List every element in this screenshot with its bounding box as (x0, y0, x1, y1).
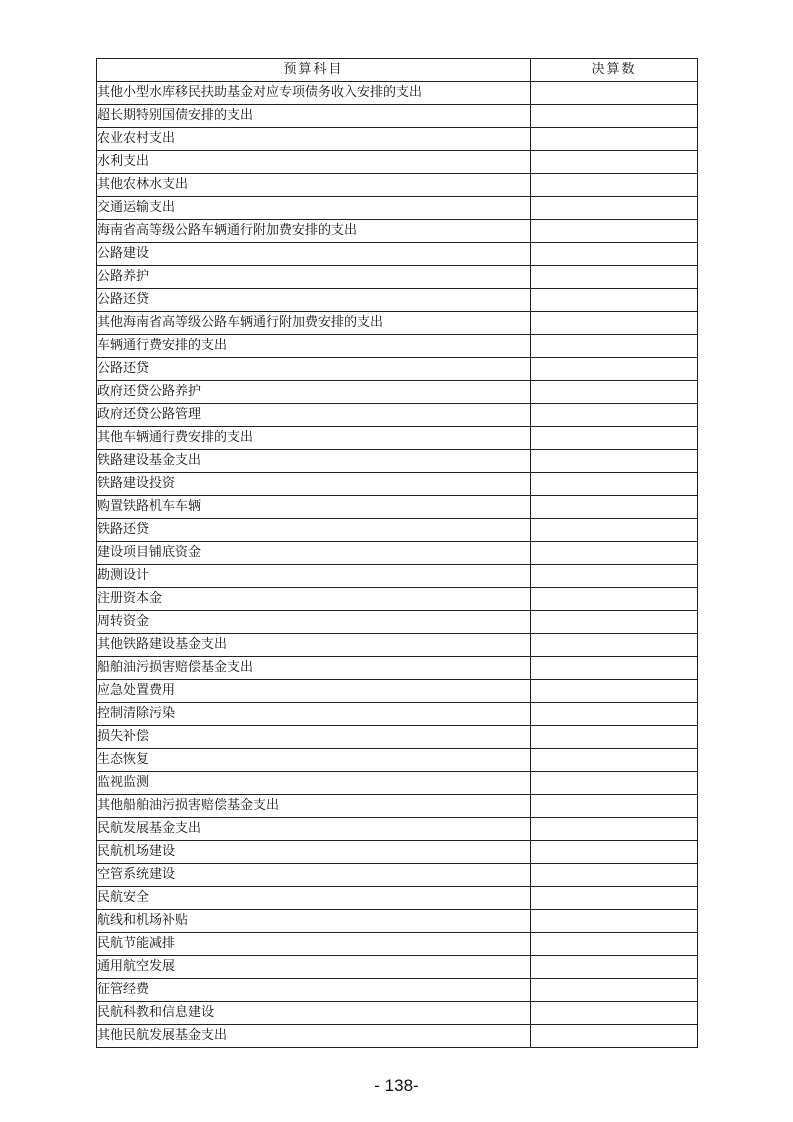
table-row (97, 450, 698, 473)
header-row (97, 59, 698, 82)
row-subject: 政府还贷公路管理 (97, 404, 531, 427)
row-amount (531, 174, 698, 197)
table-row (97, 887, 698, 910)
row-amount (531, 312, 698, 335)
row-subject: 其他民航发展基金支出 (97, 1025, 531, 1048)
table-row (97, 634, 698, 657)
row-subject: 民航机场建设 (97, 841, 531, 864)
row-amount (531, 703, 698, 726)
row-subject: 其他农林水支出 (97, 174, 531, 197)
row-subject: 其他海南省高等级公路车辆通行附加费安排的支出 (97, 312, 531, 335)
row-amount (531, 910, 698, 933)
table-row (97, 864, 698, 887)
row-amount (531, 933, 698, 956)
table-row (97, 818, 698, 841)
table-row (97, 266, 698, 289)
row-subject: 其他车辆通行费安排的支出 (97, 427, 531, 450)
row-amount (531, 887, 698, 910)
row-amount (531, 979, 698, 1002)
row-amount (531, 588, 698, 611)
row-amount (531, 680, 698, 703)
row-subject: 损失补偿 (97, 726, 531, 749)
table-row (97, 82, 698, 105)
row-subject: 政府还贷公路养护 (97, 381, 531, 404)
row-amount (531, 427, 698, 450)
table-row (97, 933, 698, 956)
row-subject: 铁路还贷 (97, 519, 531, 542)
table-row (97, 772, 698, 795)
row-subject: 公路还贷 (97, 289, 531, 312)
row-subject: 超长期特别国债安排的支出 (97, 105, 531, 128)
row-amount (531, 634, 698, 657)
page-number: - 138- (374, 1076, 419, 1095)
table-row (97, 404, 698, 427)
row-subject: 控制清除污染 (97, 703, 531, 726)
table-row (97, 335, 698, 358)
table-row (97, 565, 698, 588)
table-row (97, 197, 698, 220)
row-subject: 水利支出 (97, 151, 531, 174)
row-subject: 铁路建设基金支出 (97, 450, 531, 473)
row-subject: 船舶油污损害赔偿基金支出 (97, 657, 531, 680)
table-row (97, 611, 698, 634)
table-row (97, 542, 698, 565)
row-amount (531, 772, 698, 795)
row-amount (531, 358, 698, 381)
row-subject: 其他船舶油污损害赔偿基金支出 (97, 795, 531, 818)
row-amount (531, 243, 698, 266)
row-amount (531, 151, 698, 174)
row-amount (531, 864, 698, 887)
table-row (97, 358, 698, 381)
row-subject: 公路养护 (97, 266, 531, 289)
row-subject: 注册资本金 (97, 588, 531, 611)
row-amount (531, 105, 698, 128)
row-subject: 民航安全 (97, 887, 531, 910)
row-subject: 民航节能减排 (97, 933, 531, 956)
table-row (97, 381, 698, 404)
row-subject: 民航科教和信息建设 (97, 1002, 531, 1025)
row-subject: 农业农村支出 (97, 128, 531, 151)
table-row (97, 289, 698, 312)
table-row (97, 1002, 698, 1025)
table-row (97, 1025, 698, 1048)
table-row (97, 910, 698, 933)
table-header (97, 59, 698, 82)
table-row (97, 473, 698, 496)
table-row (97, 427, 698, 450)
row-subject: 公路还贷 (97, 358, 531, 381)
table-row (97, 496, 698, 519)
row-subject: 车辆通行费安排的支出 (97, 335, 531, 358)
row-amount (531, 404, 698, 427)
table-row (97, 795, 698, 818)
table-row (97, 726, 698, 749)
row-amount (531, 82, 698, 105)
table-row (97, 979, 698, 1002)
row-amount (531, 956, 698, 979)
table-body (97, 82, 698, 1048)
table-row (97, 519, 698, 542)
row-amount (531, 335, 698, 358)
row-subject: 监视监测 (97, 772, 531, 795)
row-subject: 民航发展基金支出 (97, 818, 531, 841)
row-amount (531, 657, 698, 680)
table-row (97, 680, 698, 703)
table-row (97, 841, 698, 864)
table-row (97, 312, 698, 335)
table-row (97, 220, 698, 243)
budget-table (96, 58, 698, 1048)
table-row (97, 749, 698, 772)
header-subject: 预算科目 (97, 59, 531, 82)
row-amount (531, 496, 698, 519)
row-amount (531, 841, 698, 864)
row-subject: 交通运输支出 (97, 197, 531, 220)
row-amount (531, 1002, 698, 1025)
table-row (97, 657, 698, 680)
row-subject: 航线和机场补贴 (97, 910, 531, 933)
table-row (97, 243, 698, 266)
row-amount (531, 197, 698, 220)
table-row (97, 588, 698, 611)
table-row (97, 703, 698, 726)
table-row (97, 174, 698, 197)
row-subject: 征管经费 (97, 979, 531, 1002)
row-subject: 海南省高等级公路车辆通行附加费安排的支出 (97, 220, 531, 243)
row-subject: 购置铁路机车车辆 (97, 496, 531, 519)
row-amount (531, 266, 698, 289)
table-row (97, 151, 698, 174)
row-subject: 周转资金 (97, 611, 531, 634)
row-amount (531, 749, 698, 772)
table-row (97, 956, 698, 979)
row-amount (531, 795, 698, 818)
row-amount (531, 818, 698, 841)
row-subject: 其他铁路建设基金支出 (97, 634, 531, 657)
row-subject: 空管系统建设 (97, 864, 531, 887)
header-amount: 决算数 (531, 59, 698, 82)
row-subject: 建设项目铺底资金 (97, 542, 531, 565)
row-amount (531, 473, 698, 496)
row-amount (531, 450, 698, 473)
row-amount (531, 220, 698, 243)
row-amount (531, 611, 698, 634)
row-subject: 铁路建设投资 (97, 473, 531, 496)
row-amount (531, 542, 698, 565)
row-amount (531, 128, 698, 151)
row-subject: 通用航空发展 (97, 956, 531, 979)
row-amount (531, 565, 698, 588)
row-subject: 生态恢复 (97, 749, 531, 772)
row-amount (531, 381, 698, 404)
row-amount (531, 726, 698, 749)
row-subject: 公路建设 (97, 243, 531, 266)
row-subject: 应急处置费用 (97, 680, 531, 703)
table-row (97, 105, 698, 128)
row-subject: 其他小型水库移民扶助基金对应专项债务收入安排的支出 (97, 82, 531, 105)
row-amount (531, 519, 698, 542)
table-row (97, 128, 698, 151)
row-amount (531, 1025, 698, 1048)
row-amount (531, 289, 698, 312)
row-subject: 勘测设计 (97, 565, 531, 588)
